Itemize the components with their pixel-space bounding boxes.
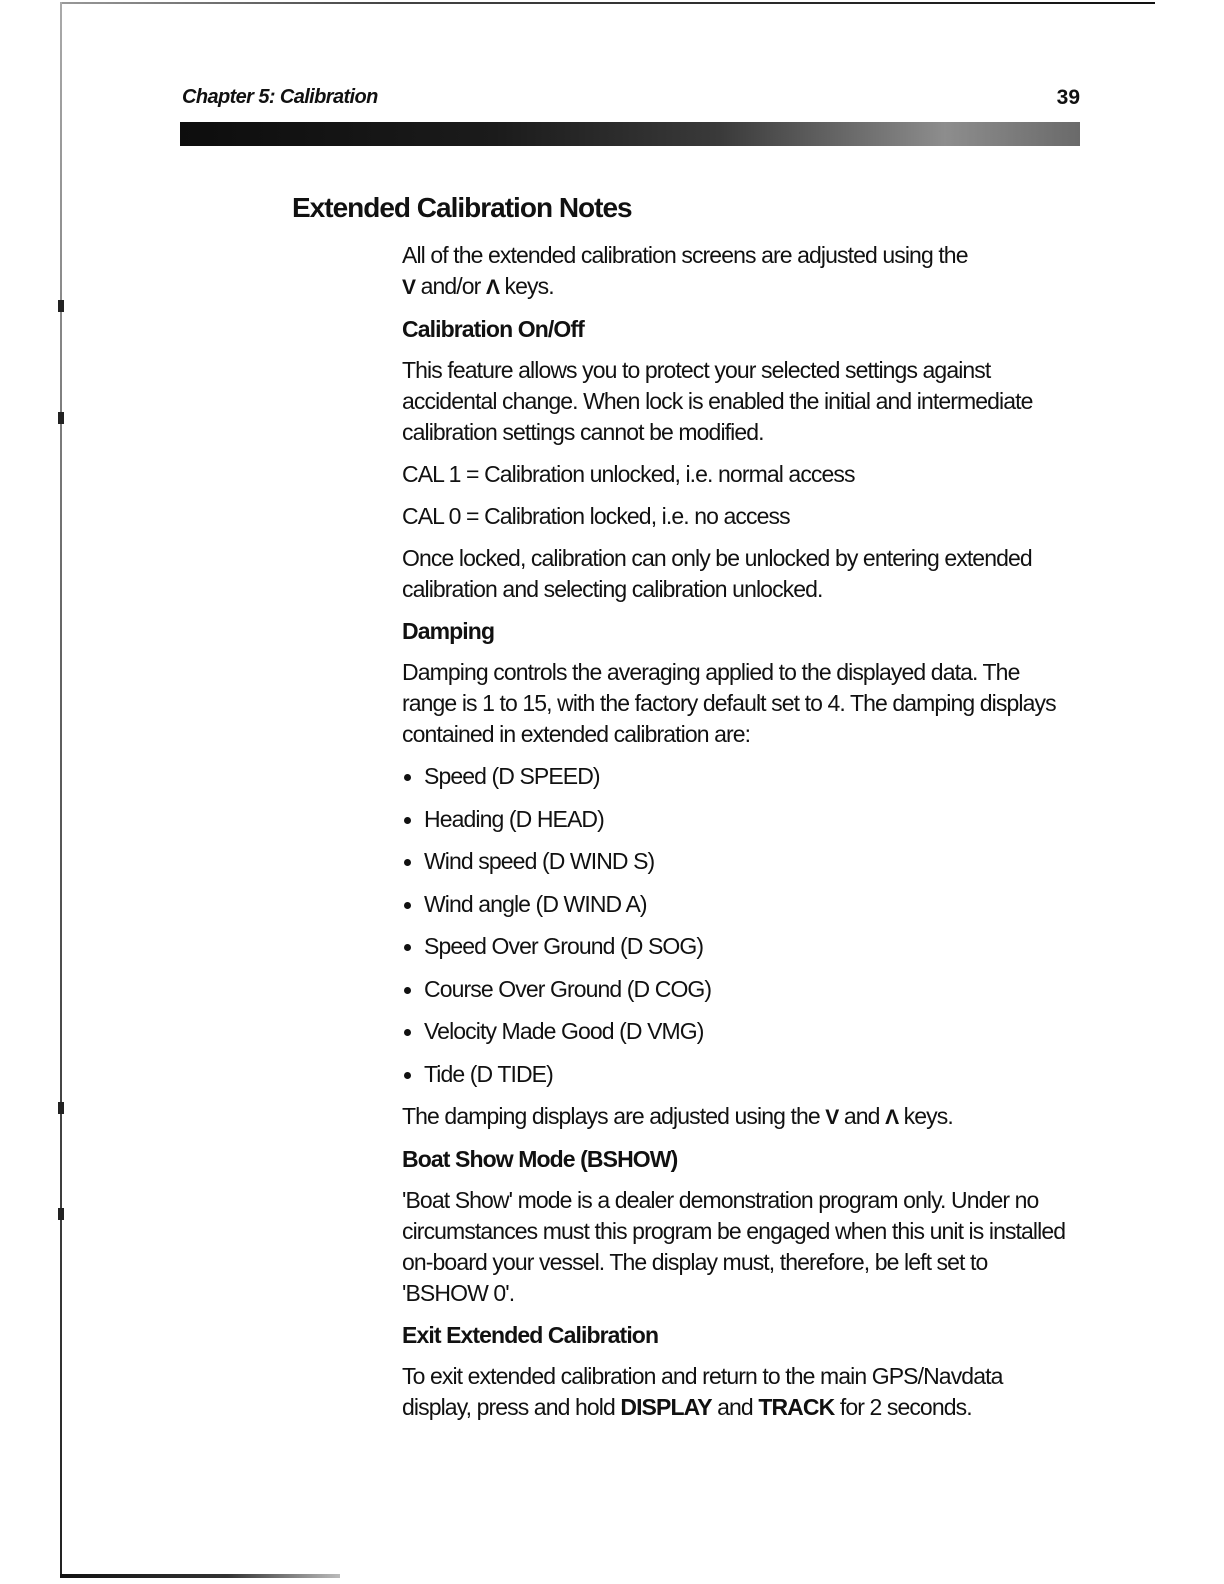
display-key-label: DISPLAY <box>620 1394 712 1420</box>
damping-body: Damping controls the averaging applied to the displayed data. The range is 1 to 15, with the factory default set to 4. The damping displays contained in extended calibration are: <box>402 659 1056 747</box>
boat-show-body: 'Boat Show' mode is a dealer demonstration program only. Under no circumstances must this program be engaged when this unit is installed on-board your vessel. The display must, therefore, be left set to 'BSHOW 0'. <box>402 1187 1066 1306</box>
exit-duration: for 2 seconds. <box>839 1394 972 1420</box>
list-item: Tide (D TIDE) <box>402 1059 1070 1090</box>
up-key-icon: Λ <box>485 276 500 299</box>
chapter-title: Chapter 5: Calibration <box>182 86 378 108</box>
intro-text: All of the extended calibration screens are adjusted using the <box>402 242 968 268</box>
damping-adjust-keys: keys. <box>903 1103 953 1129</box>
scan-edge-left <box>60 2 62 1577</box>
section-title: Extended Calibration Notes <box>292 192 632 223</box>
intro-and-or: and/or <box>420 273 481 299</box>
scan-edge-bottom <box>60 1574 340 1578</box>
damping-adjust-text: The damping displays are adjusted using the <box>402 1103 820 1129</box>
binding-mark <box>58 300 64 312</box>
calibration-onoff-heading: Calibration On/Off <box>402 316 584 342</box>
unlock-note: Once locked, calibration can only be unlocked by entering extended calibration and selecting calibration unlocked. <box>402 545 1032 602</box>
scan-edge-top <box>60 2 1155 4</box>
calibration-onoff-body: This feature allows you to protect your selected settings against accidental change. When lock is enabled the initial and intermediate calibration settings cannot be modified. <box>402 357 1033 445</box>
binding-mark <box>58 1208 64 1220</box>
cal0-line: CAL 0 = Calibration locked, i.e. no access <box>402 503 790 529</box>
list-item: Velocity Made Good (D VMG) <box>402 1016 1070 1047</box>
list-item: Speed (D SPEED) <box>402 761 1070 792</box>
page-body <box>402 240 1070 1434</box>
boat-show-heading: Boat Show Mode (BSHOW) <box>402 1146 678 1172</box>
damping-adjust-and: and <box>843 1103 880 1129</box>
binding-mark <box>58 412 64 424</box>
damping-heading: Damping <box>402 618 495 644</box>
list-item: Heading (D HEAD) <box>402 804 1070 835</box>
running-header <box>182 84 1080 112</box>
list-item: Wind angle (D WIND A) <box>402 889 1070 920</box>
track-key-label: TRACK <box>758 1394 835 1420</box>
exit-text: To exit extended calibration and return to the main GPS/Navdata display, press and hold <box>402 1363 1003 1420</box>
exit-heading: Exit Extended Calibration <box>402 1322 659 1348</box>
list-item: Wind speed (D WIND S) <box>402 846 1070 877</box>
header-rule-bar <box>180 122 1080 146</box>
exit-paragraph <box>402 1361 1070 1423</box>
intro-paragraph <box>402 240 1070 303</box>
intro-keys-text: keys. <box>504 273 554 299</box>
down-key-icon: V <box>402 276 416 299</box>
up-key-icon: Λ <box>885 1106 899 1129</box>
binding-mark <box>58 1102 64 1114</box>
damping-list <box>402 761 1070 1090</box>
list-item: Course Over Ground (D COG) <box>402 974 1070 1005</box>
exit-and: and <box>717 1394 753 1420</box>
down-key-icon: V <box>825 1106 839 1129</box>
damping-adjust-paragraph <box>402 1101 1070 1133</box>
cal1-line: CAL 1 = Calibration unlocked, i.e. normal access <box>402 461 855 487</box>
page-number: 39 <box>1056 86 1080 109</box>
list-item: Speed Over Ground (D SOG) <box>402 931 1070 962</box>
